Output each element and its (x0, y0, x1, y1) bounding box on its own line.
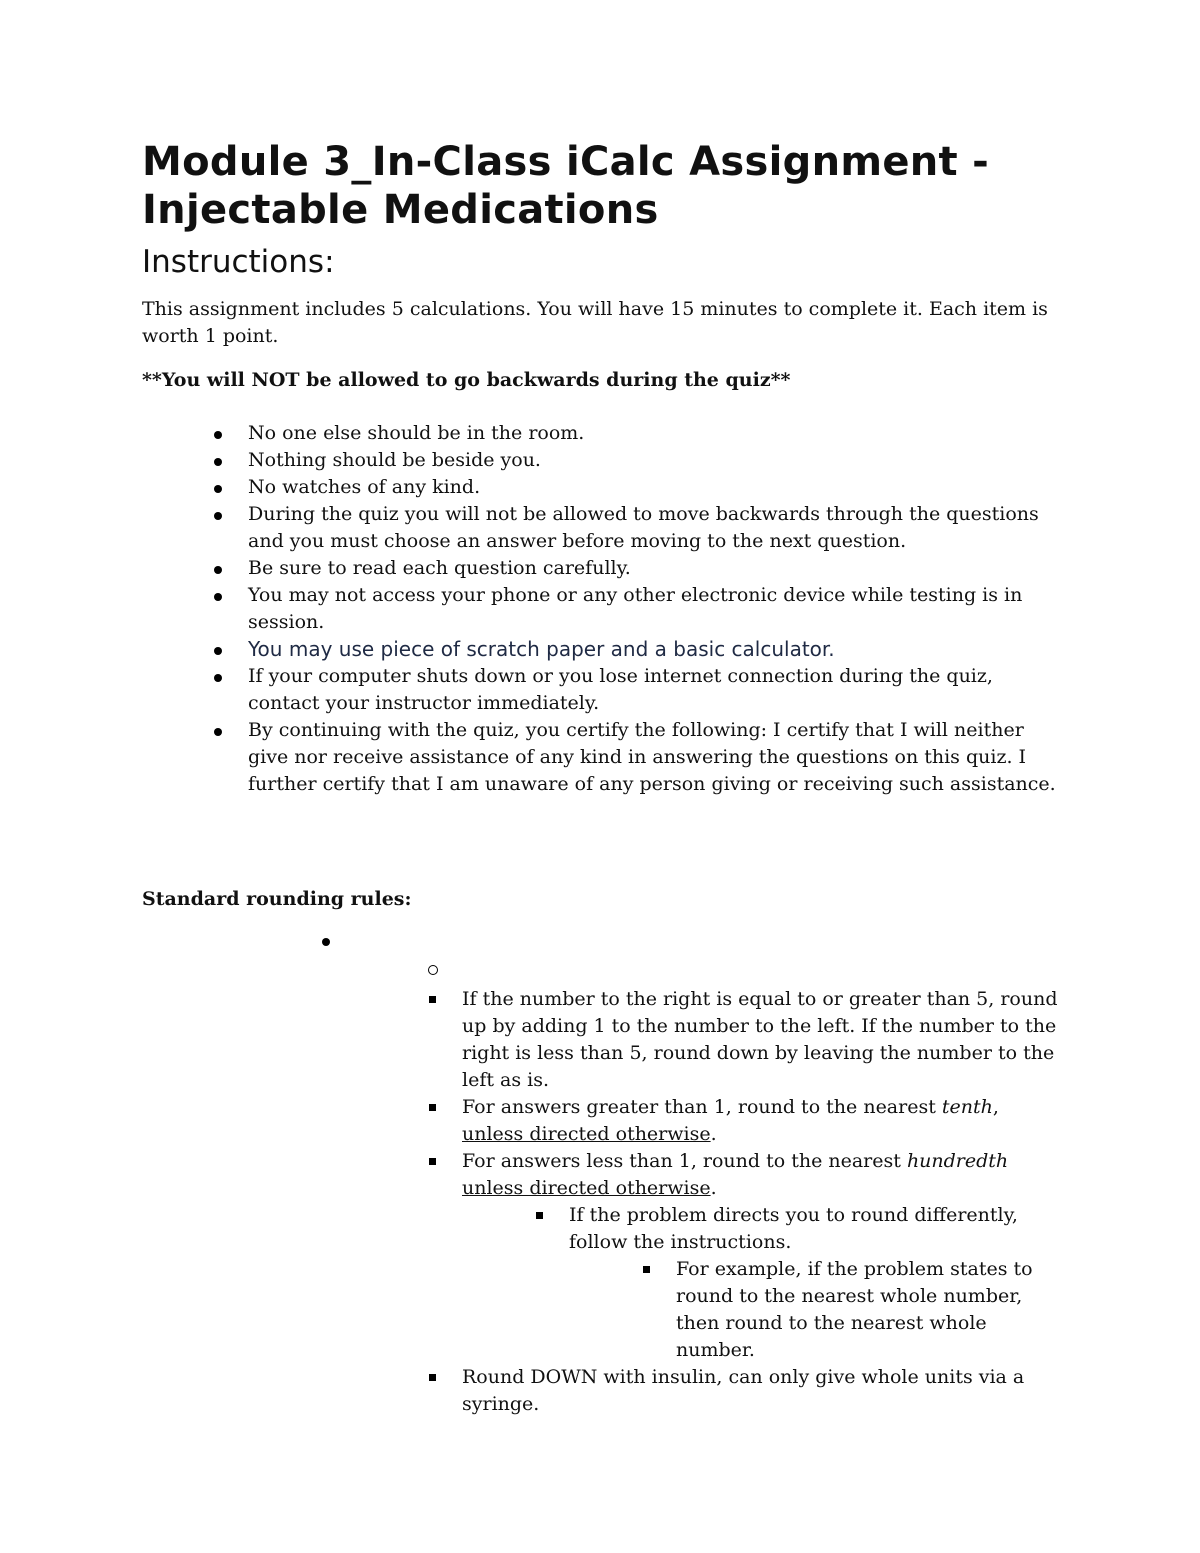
list-item: During the quiz you will not be allowed to move backwards through the questions and you must choose an answer before moving to the next question. (248, 501, 1062, 555)
list-item: No watches of any kind. (248, 474, 1062, 501)
square-bullet-icon (429, 1104, 436, 1111)
list-item: If the number to the right is equal to or greater than 5, round up by adding 1 to the number to the left. If the number to the right is less than 5, round down by leaving the number to the left as is. (462, 986, 1062, 1094)
bullet-icon (214, 566, 222, 574)
square-bullet-icon (536, 1212, 543, 1219)
bullet-icon (214, 512, 222, 520)
bullet-icon (214, 728, 222, 736)
warning-text: **You will NOT be allowed to go backwards during the quiz** (142, 369, 791, 391)
list-item: Be sure to read each question carefully. (248, 555, 1062, 582)
list-item: Nothing should be beside you. (248, 447, 1062, 474)
list-item: If your computer shuts down or you lose internet connection during the quiz, contact your instructor immediately. (248, 663, 1062, 717)
square-bullet-icon (429, 996, 436, 1003)
list-item: You may use piece of scratch paper and a basic calculator. (248, 636, 1062, 663)
circle-bullet-icon (428, 965, 438, 975)
square-bullet-icon (429, 1158, 436, 1165)
bullet-icon (322, 938, 330, 946)
intro-paragraph: This assignment includes 5 calculations. You will have 15 minutes to complete it. Each item is worth 1 point. (142, 298, 1048, 347)
bullet-icon (214, 647, 222, 655)
list-item: By continuing with the quiz, you certify the following: I certify that I will neither give nor receive assistance of any kind in answering the questions on this quiz. I further certify that I am unaware of any person giving or receiving such assistance. (248, 717, 1062, 798)
document-page (142, 138, 1062, 1415)
rules-list (142, 420, 1062, 798)
instructions-heading: Instructions: (142, 244, 335, 280)
bullet-icon (214, 431, 222, 439)
square-bullet-icon (643, 1266, 650, 1273)
list-item: For answers less than 1, round to the nearest hundredth unless directed otherwise. (462, 1148, 1062, 1202)
bullet-icon (214, 593, 222, 601)
list-item: You may not access your phone or any other electronic device while testing is in session. (248, 582, 1062, 636)
square-bullet-icon (429, 1374, 436, 1381)
bullet-icon (214, 458, 222, 466)
bullet-icon (214, 485, 222, 493)
list-item: No one else should be in the room. (248, 420, 1062, 447)
rounding-rules-list (462, 986, 1062, 1418)
list-item: For example, if the problem states to round to the nearest whole number, then round to the nearest whole number. (676, 1256, 1062, 1364)
list-item: Round DOWN with insulin, can only give whole units via a syringe. (462, 1364, 1062, 1418)
rounding-heading: Standard rounding rules: (142, 888, 412, 910)
list-item: If the problem directs you to round differently, follow the instructions. (569, 1202, 1062, 1256)
list-item: For answers greater than 1, round to the nearest tenth, unless directed otherwise. (462, 1094, 1062, 1148)
bullet-icon (214, 674, 222, 682)
document-title: Module 3_In-Class iCalc Assignment - Injectable Medications (142, 139, 990, 233)
